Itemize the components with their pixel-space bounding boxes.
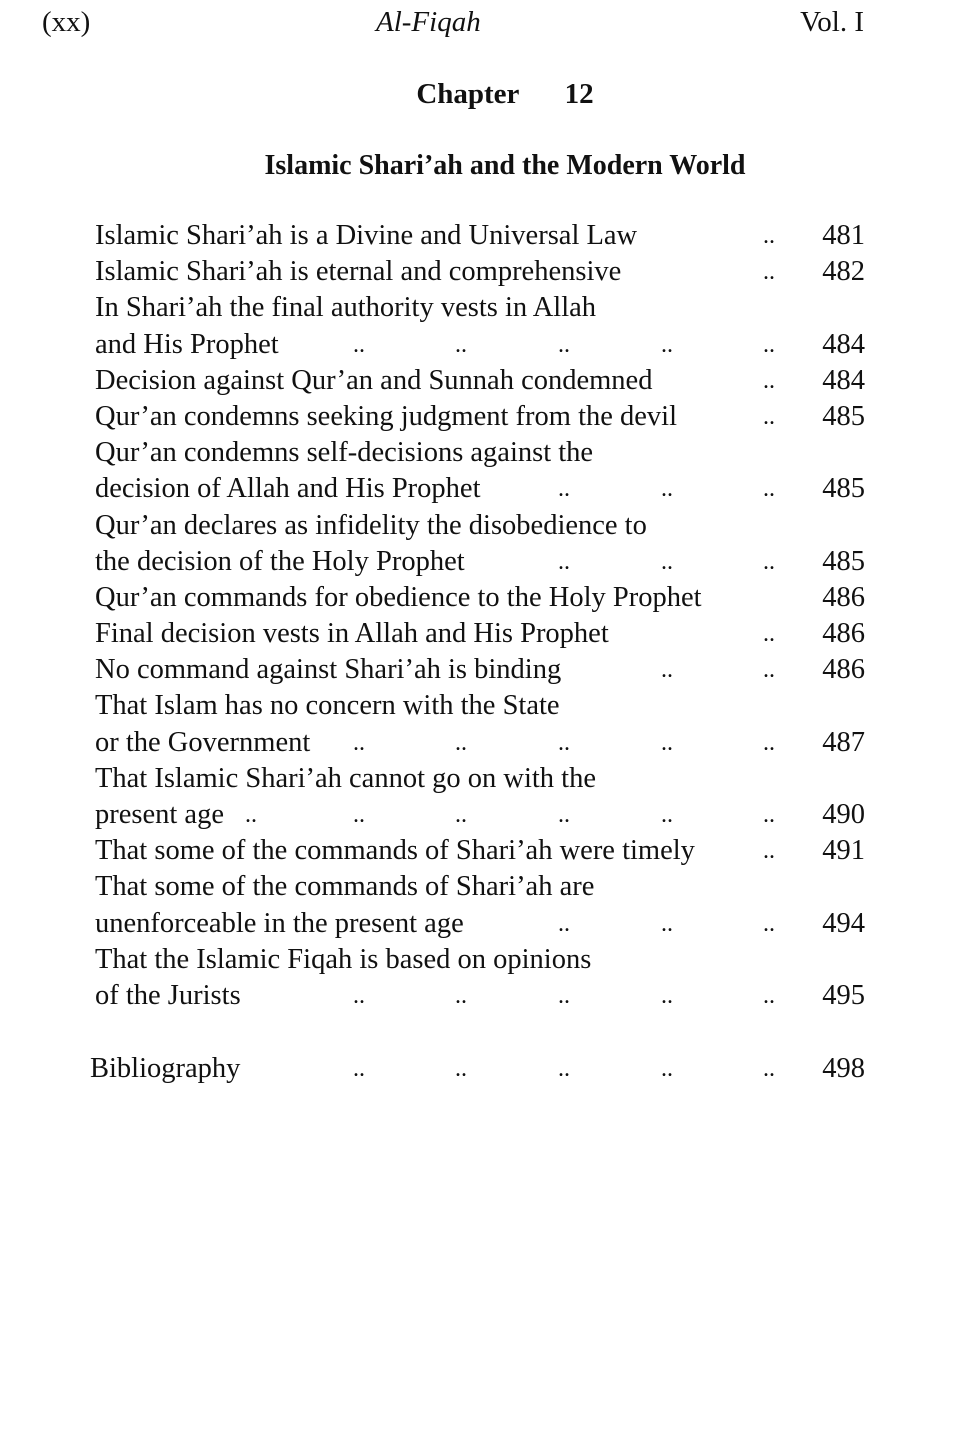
toc-entry	[95, 508, 865, 580]
book-title: Al-Fiqah	[376, 6, 481, 38]
leader-dots: ..	[455, 982, 467, 1009]
toc-page-number: 495	[822, 979, 865, 1011]
toc-entry	[95, 218, 865, 254]
toc-page-number: 486	[822, 581, 865, 613]
toc-line	[95, 869, 865, 905]
toc-entry	[95, 833, 865, 869]
volume-label: Vol. I	[800, 6, 864, 38]
dot-leader	[95, 725, 785, 761]
leader-dots: ..	[558, 1056, 570, 1083]
toc-line	[95, 218, 865, 254]
toc-page-number: 486	[822, 654, 865, 686]
leader-dots: ..	[661, 1056, 673, 1083]
toc-entry-title: of the Jurists	[95, 979, 241, 1011]
dot-leader	[95, 544, 785, 580]
chapter-heading: Chapter 12	[416, 78, 594, 110]
toc-line	[95, 327, 865, 363]
leader-dots: ..	[353, 331, 365, 358]
dot-leader	[95, 399, 785, 435]
leader-dots: ..	[763, 476, 775, 503]
leader-dots: ..	[763, 331, 775, 358]
toc-page-number: 486	[822, 618, 865, 650]
toc-entry-title: and His Prophet	[95, 328, 279, 360]
toc-line	[95, 508, 865, 544]
toc-line	[95, 906, 865, 942]
dot-leader	[95, 616, 785, 652]
toc-page-number: 485	[822, 400, 865, 432]
toc-entry-title: Final decision vests in Allah and His Prophet	[95, 618, 609, 650]
leader-dots: ..	[558, 729, 570, 756]
toc-entry-bibliography	[90, 1051, 865, 1087]
toc-entry-title: In Shari’ah the final authority vests in Allah	[95, 292, 597, 324]
leader-dots: ..	[353, 802, 365, 828]
toc-entry	[95, 652, 865, 688]
toc-line	[95, 652, 865, 688]
toc-line	[95, 978, 865, 1014]
toc-entry	[95, 869, 865, 941]
dot-leader	[95, 218, 785, 254]
dot-leader	[95, 254, 785, 290]
leader-dots: ..	[763, 548, 775, 575]
toc-line	[95, 435, 865, 471]
toc-entry	[95, 399, 865, 435]
dot-leader	[95, 580, 785, 616]
toc-entry-title: or the Government	[95, 726, 311, 758]
toc-page-number: 482	[822, 256, 865, 288]
toc-entry-title: That the Islamic Fiqah is based on opinions	[95, 943, 592, 975]
toc-entry	[95, 761, 865, 833]
leader-dots: ..	[558, 548, 570, 575]
leader-dots: ..	[763, 982, 775, 1009]
leader-dots: ..	[763, 259, 775, 286]
dot-leader	[95, 833, 785, 869]
leader-dots: ..	[661, 331, 673, 358]
leader-dots: ..	[661, 548, 673, 575]
toc-line	[90, 1051, 865, 1087]
leader-dots: ..	[455, 802, 467, 828]
table-of-contents	[90, 218, 865, 1087]
toc-entry-title: Bibliography	[90, 1053, 241, 1085]
toc-entry	[95, 942, 865, 1014]
leader-dots: ..	[455, 331, 467, 358]
leader-dots: ..	[763, 223, 775, 249]
toc-entry-title: That Islamic Shari’ah cannot go on with the	[95, 762, 596, 794]
toc-entry-title: Decision against Qur’an and Sunnah condemned	[95, 364, 653, 396]
leader-dots: ..	[763, 838, 775, 865]
leader-dots: ..	[558, 331, 570, 358]
toc-page-number: 485	[822, 545, 865, 577]
toc-line	[95, 725, 865, 761]
toc-line	[95, 544, 865, 580]
toc-line	[95, 399, 865, 435]
toc-entry-title: the decision of the Holy Prophet	[95, 545, 465, 577]
toc-line	[95, 363, 865, 399]
leader-dots: ..	[455, 729, 467, 756]
leader-dots: ..	[763, 403, 775, 430]
toc-line	[95, 290, 865, 326]
leader-dots: ..	[558, 476, 570, 503]
leader-dots: ..	[661, 982, 673, 1009]
leader-dots: ..	[661, 802, 673, 828]
dot-leader	[95, 906, 785, 942]
toc-entry-title: That some of the commands of Shari’ah are	[95, 871, 595, 903]
leader-dots: ..	[763, 657, 775, 684]
toc-page-number: 490	[822, 799, 865, 830]
toc-line	[95, 471, 865, 507]
leader-dots: ..	[661, 657, 673, 684]
toc-entry	[95, 254, 865, 290]
toc-entry	[95, 580, 865, 616]
toc-entry-title: No command against Shari’ah is binding	[95, 654, 562, 686]
leader-dots: ..	[763, 910, 775, 937]
toc-page-number: 481	[822, 220, 865, 251]
toc-line	[95, 688, 865, 724]
leader-dots: ..	[353, 729, 365, 756]
dot-leader	[95, 1051, 785, 1087]
leader-dots: ..	[763, 621, 775, 648]
toc-entry-title: Islamic Shari’ah is a Divine and Universal Law	[95, 220, 638, 251]
toc-entry-title: Qur’an condemns self-decisions against the	[95, 437, 594, 469]
toc-entry-title: Qur’an condemns seeking judgment from the devil	[95, 400, 677, 432]
section-spacer	[95, 1014, 865, 1051]
toc-page-number: 494	[822, 907, 865, 939]
dot-leader	[95, 652, 785, 688]
leader-dots: ..	[763, 729, 775, 756]
toc-line	[95, 616, 865, 652]
dot-leader	[95, 327, 785, 363]
page-number-roman: (xx)	[42, 6, 91, 38]
toc-entry-title: Qur’an declares as infidelity the disobedience to	[95, 509, 647, 541]
toc-entry	[95, 616, 865, 652]
toc-line	[95, 833, 865, 869]
toc-entry	[95, 363, 865, 399]
leader-dots: ..	[661, 476, 673, 503]
toc-line	[95, 254, 865, 290]
toc-page-number: 485	[822, 473, 865, 505]
leader-dots: ..	[353, 1056, 365, 1083]
leader-dots: ..	[455, 1056, 467, 1083]
dot-leader	[95, 797, 785, 833]
toc-page-number: 487	[822, 726, 865, 758]
toc-entry-title: That some of the commands of Shari’ah were timely	[95, 835, 695, 867]
toc-entry	[95, 290, 865, 362]
toc-entry	[95, 435, 865, 507]
dot-leader	[95, 978, 785, 1014]
leader-dots: ..	[763, 1056, 775, 1083]
toc-page-number: 484	[822, 328, 865, 360]
leader-dots: ..	[245, 802, 257, 828]
leader-dots: ..	[558, 802, 570, 828]
toc-entry-title: Qur’an commands for obedience to the Holy Prophet	[95, 581, 702, 613]
dot-leader	[95, 471, 785, 507]
leader-dots: ..	[763, 367, 775, 394]
toc-entry-title: unenforceable in the present age	[95, 907, 464, 939]
leader-dots: ..	[558, 910, 570, 937]
toc-line	[95, 580, 865, 616]
toc-page-number: 484	[822, 364, 865, 396]
toc-entry-title: decision of Allah and His Prophet	[95, 473, 481, 505]
toc-entry	[95, 688, 865, 760]
toc-page-number: 498	[822, 1053, 865, 1085]
toc-line	[95, 942, 865, 978]
toc-entry-title: That Islam has no concern with the State	[95, 690, 560, 722]
toc-entry-title: present age	[95, 799, 224, 830]
toc-entry-title: Islamic Shari’ah is eternal and comprehensive	[95, 256, 622, 288]
leader-dots: ..	[558, 982, 570, 1009]
toc-line	[95, 797, 865, 833]
leader-dots: ..	[661, 729, 673, 756]
running-head	[42, 2, 864, 42]
chapter-subtitle: Islamic Shari’ah and the Modern World	[264, 150, 746, 181]
dot-leader	[95, 363, 785, 399]
leader-dots: ..	[763, 802, 775, 828]
leader-dots: ..	[353, 982, 365, 1009]
toc-line	[95, 761, 865, 797]
toc-page-number: 491	[822, 835, 865, 867]
leader-dots: ..	[661, 910, 673, 937]
